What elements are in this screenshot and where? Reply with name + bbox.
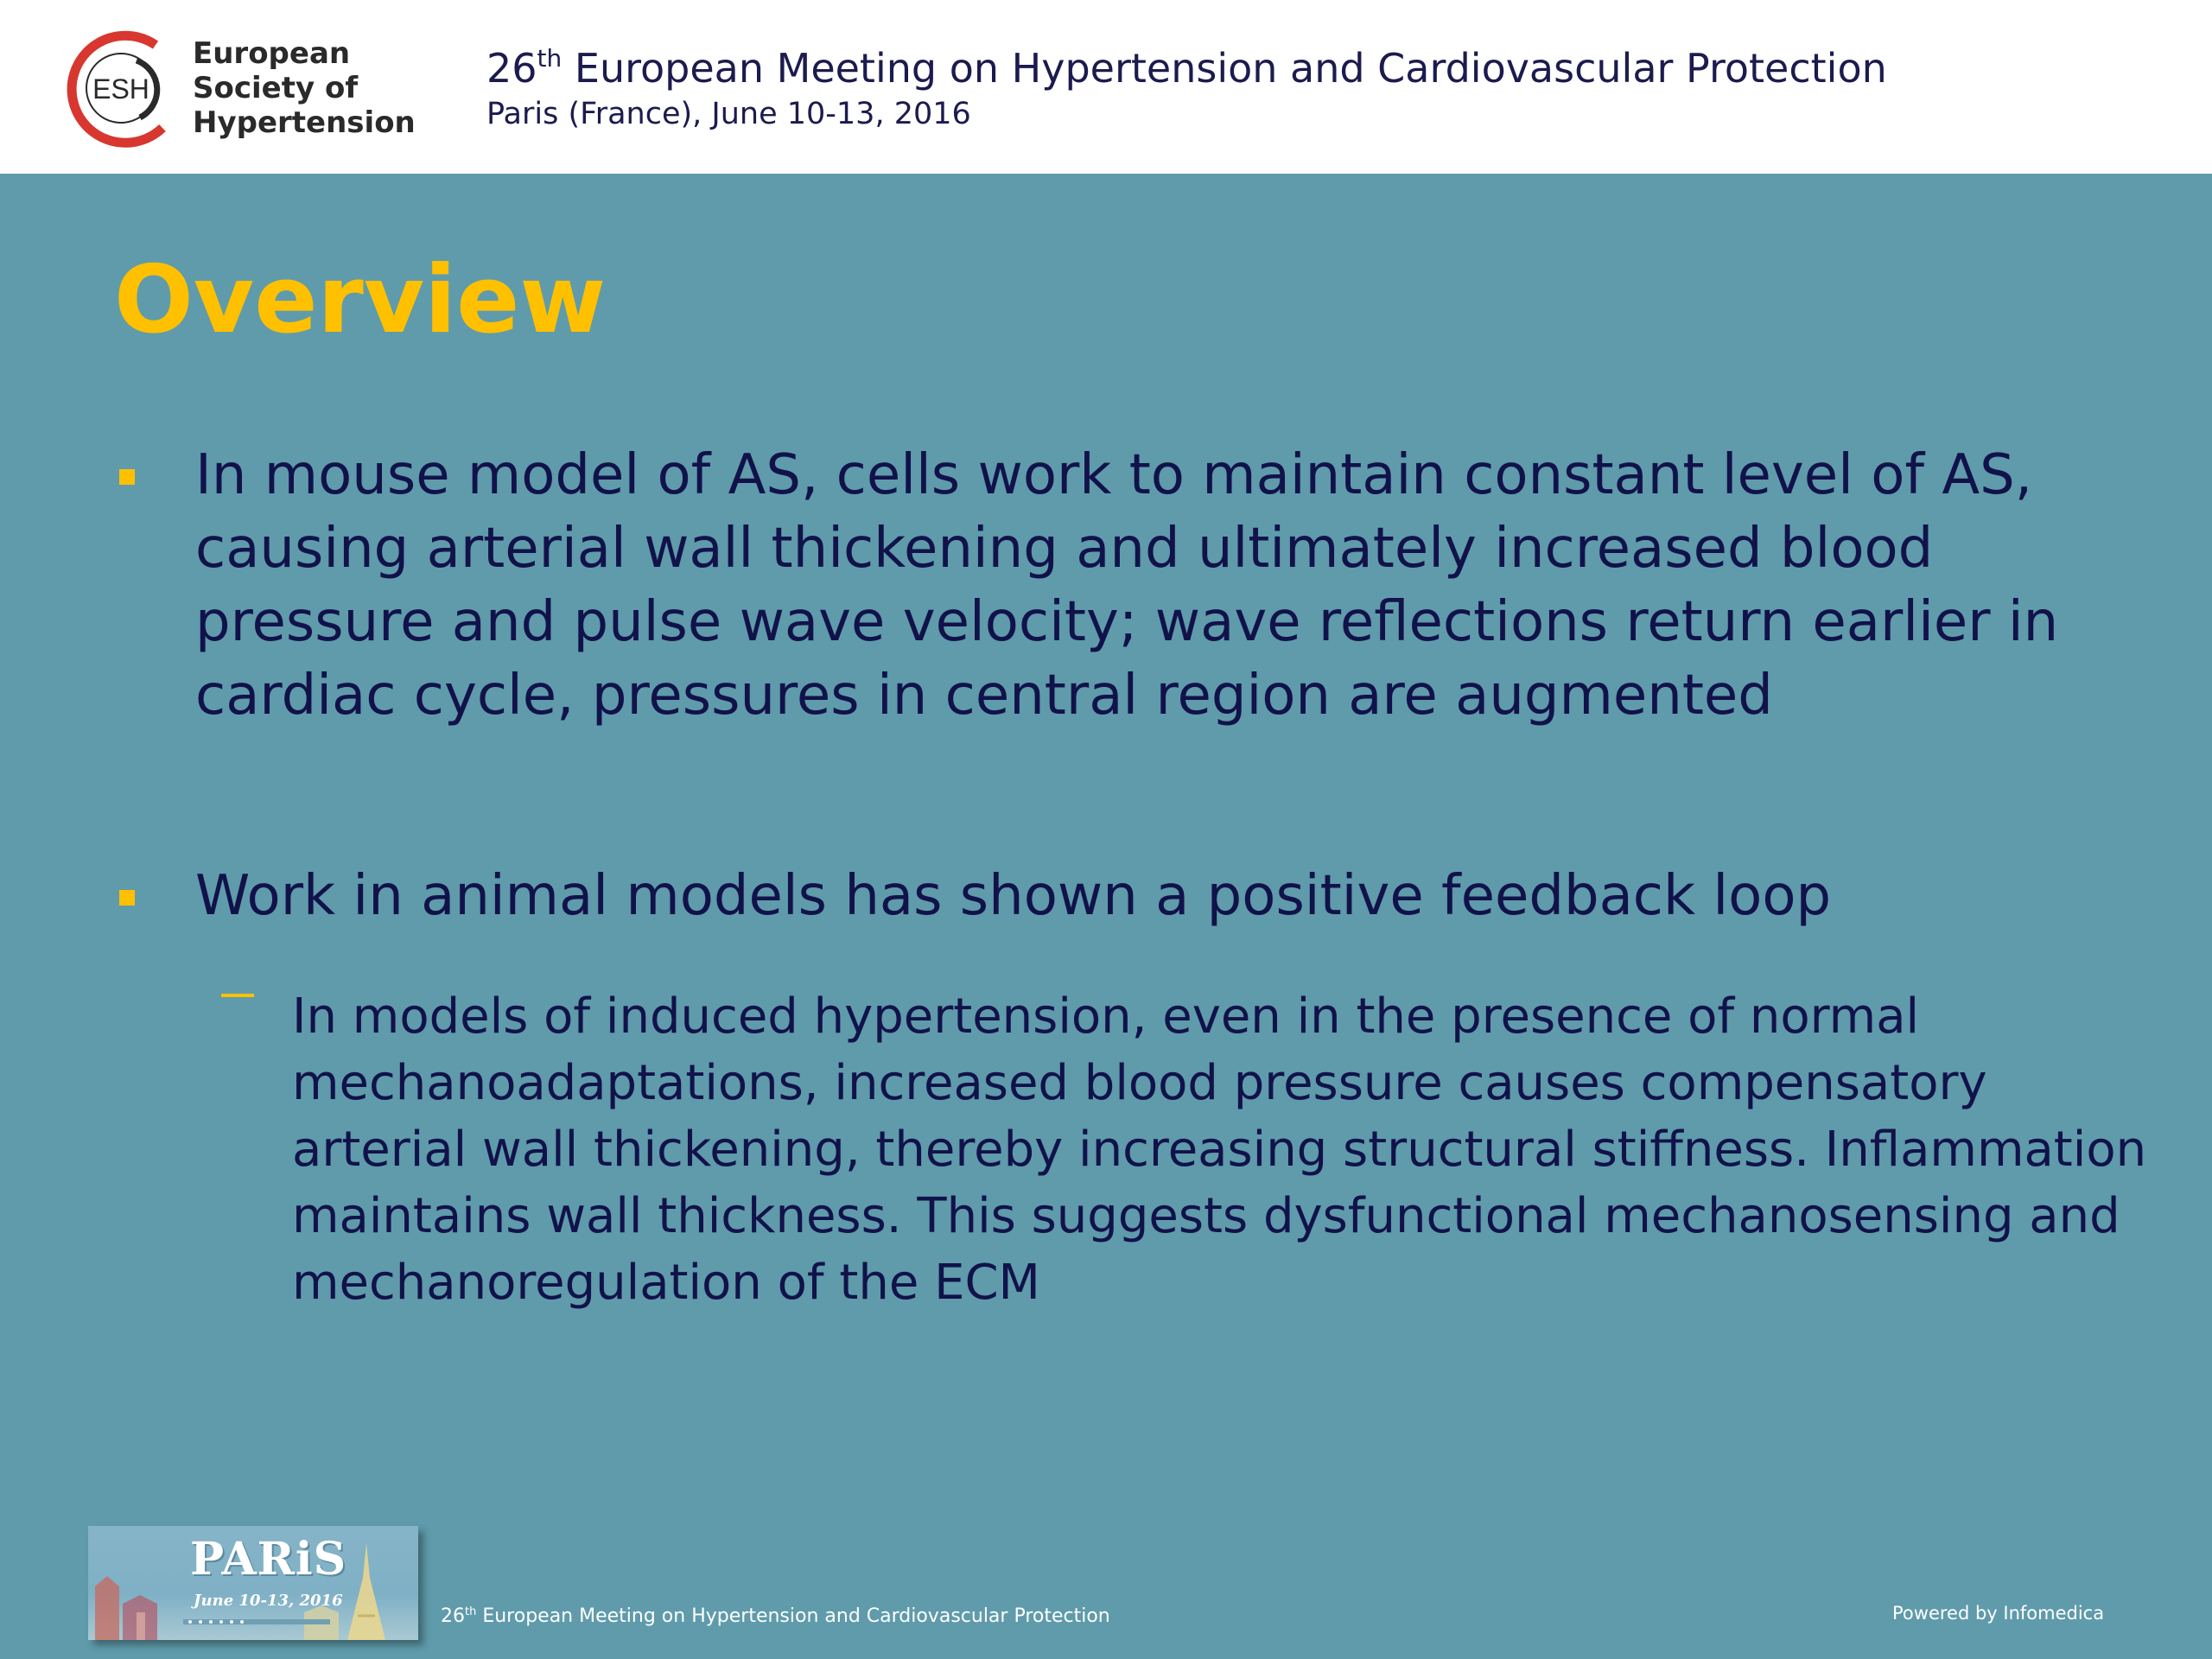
sub-bullet-dash-icon xyxy=(221,994,254,997)
sub-bullet-text: In models of induced hypertension, even in the presence of normal mechanoadaptations, increased blood pressure causes compensatory arterial wall thickening, thereby increasing structural stiffness. Inflammation maintains wall thickness. This suggests dysfunctional mechanosensing and mechanoregulation of the ECM xyxy=(292,988,2147,1311)
society-name-line: Society of xyxy=(193,71,359,105)
esh-logo-text: ESH xyxy=(92,73,149,105)
paris-logo-word: PARiS xyxy=(190,1533,347,1586)
footer-meeting-suffix: th xyxy=(465,1605,477,1618)
slide-title: Overview xyxy=(114,246,607,354)
bullet-text: Work in animal models has shown a positive feedback loop xyxy=(195,864,1832,928)
meeting-title-rest: European Meeting on Hypertension and Cardiovascular Protection xyxy=(562,45,1887,92)
society-name xyxy=(193,36,416,140)
meeting-suffix: th xyxy=(537,44,563,73)
slide-header xyxy=(0,0,2212,174)
bullet-text: In mouse model of AS, cells work to maintain constant level of AS, causing arterial wall thickening and ultimately increased blood pressure and pulse wave velocity; wave reflections return earlier in cardiac cycle, pressures in central region are augmented xyxy=(195,443,2059,728)
meeting-place: Paris (France), June 10-13, 2016 xyxy=(486,97,971,131)
bullet-square-icon xyxy=(119,469,135,485)
footer-meeting-rest: European Meeting on Hypertension and Cardiovascular Protection xyxy=(476,1605,1110,1627)
meeting-title xyxy=(486,45,1887,92)
footer-meeting xyxy=(441,1605,1110,1627)
paris-logo xyxy=(88,1526,418,1640)
paris-logo-date: June 10-13, 2016 xyxy=(194,1592,343,1610)
society-name-line: European xyxy=(193,36,351,71)
bullet-square-icon xyxy=(119,890,135,906)
esh-logo-icon xyxy=(60,26,186,151)
society-name-line: Hypertension xyxy=(193,105,416,140)
meeting-number: 26 xyxy=(486,45,537,92)
footer-meeting-number: 26 xyxy=(441,1605,465,1627)
powered-by: Powered by Infomedica xyxy=(1892,1603,2105,1624)
